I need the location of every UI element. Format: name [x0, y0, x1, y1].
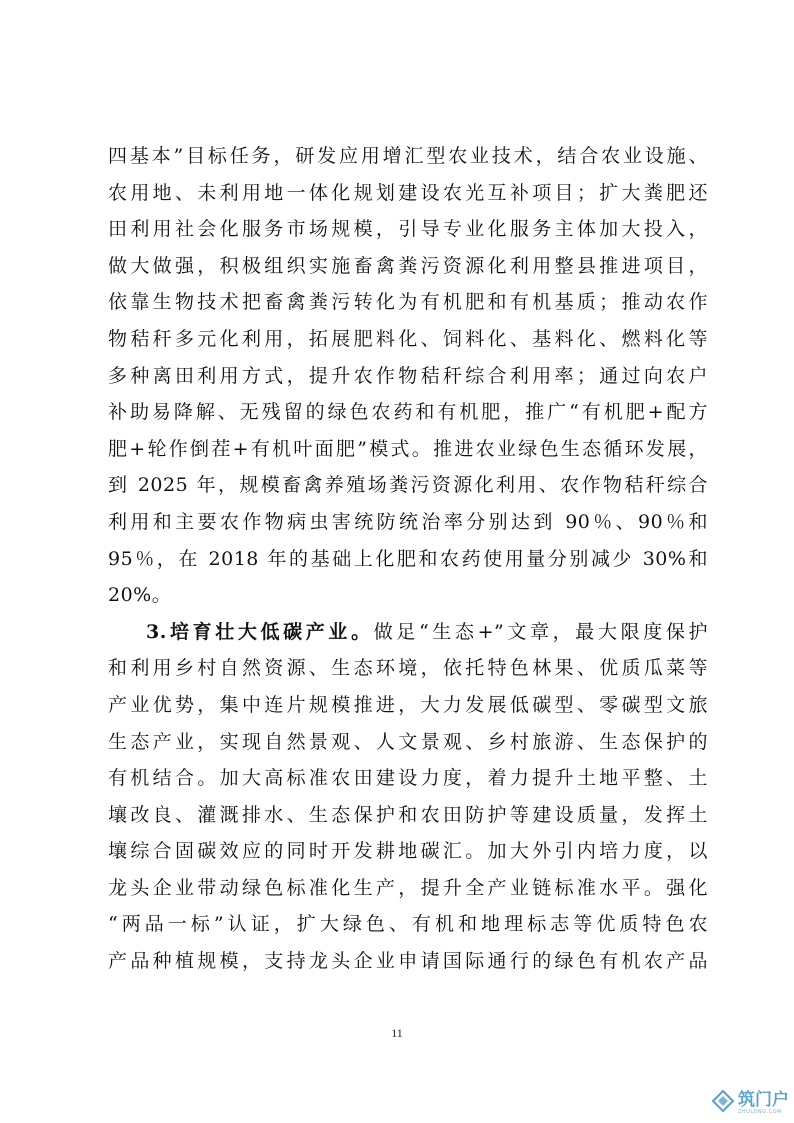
section-line: “两品一标”认证，扩大绿色、有机和地理标志等优质特色农 [108, 913, 708, 936]
body-line: 肥+轮作倒茬+有机叶面肥”模式。推进农业绿色生态循环发展， [108, 437, 708, 460]
body-line: 物秸秆多元化利用，拓展肥料化、饲料化、基料化、燃料化等 [108, 327, 708, 350]
body-line: 到 2025 年，规模畜禽养殖场粪污资源化利用、农作物秸秆综合 [108, 474, 708, 497]
section-line: 产品种植规模，支持龙头企业申请国际通行的绿色有机农产品 [108, 950, 708, 973]
body-line: 补助易降解、无残留的绿色农药和有机肥，推广“有机肥+配方 [108, 401, 708, 424]
section-line: 有机结合。加大高标准农田建设力度，着力提升土地平整、土 [108, 767, 708, 790]
section-first-line-text: 做足“生态+”文章，最大限度保护 [373, 620, 708, 643]
body-line: 利用和主要农作物病虫害统防统治率分别达到 90％、90％和 [108, 510, 708, 533]
section-line: 产业优势，集中连片规模推进，大力发展低碳型、零碳型文旅 [108, 693, 708, 716]
watermark-logo-icon [712, 1090, 734, 1116]
section-first-line [108, 614, 708, 651]
body-line: 依靠生物技术把畜禽粪污转化为有机肥和有机基质；推动农作 [108, 291, 708, 314]
body-line: 20%。 [108, 584, 172, 607]
section-line: 龙头企业带动绿色标准化生产，提升全产业链标准水平。强化 [108, 876, 708, 899]
section-line: 和利用乡村自然资源、生态环境，依托特色林果、优质瓜菜等 [108, 657, 708, 680]
body-line: 多种离田利用方式，提升农作物秸秆综合利用率；通过向农户 [108, 364, 708, 387]
body-line: 做大做强，积极组织实施畜禽粪污资源化利用整县推进项目， [108, 254, 708, 277]
body-line: 田利用社会化服务市场规模，引导专业化服务主体加大投入， [108, 218, 708, 241]
watermark-subtext: ZHULONG.COM [738, 1109, 782, 1115]
section-line: 生态产业，实现自然景观、人文景观、乡村旅游、生态保护的 [108, 730, 708, 753]
document-body [108, 138, 708, 980]
section-line: 壤综合固碳效应的同时开发耕地碳汇。加大外引内培力度，以 [108, 840, 708, 863]
watermark [712, 1090, 789, 1116]
watermark-text: 筑门户 [738, 1090, 789, 1110]
page-number: 11 [391, 1026, 403, 1040]
body-line: 四基本”目标任务，研发应用增汇型农业技术，结合农业设施、 [108, 145, 708, 167]
section-line: 壤改良、灌溉排水、生态保护和农田防护等建设质量，发挥土 [108, 803, 708, 826]
body-line: 95％，在 2018 年的基础上化肥和农药使用量分别减少 30%和 [108, 547, 708, 570]
section-heading: 3.培育壮大低碳产业。 [146, 620, 374, 643]
body-line: 农用地、未利用地一体化规划建设农光互补项目；扩大粪肥还 [108, 181, 708, 204]
